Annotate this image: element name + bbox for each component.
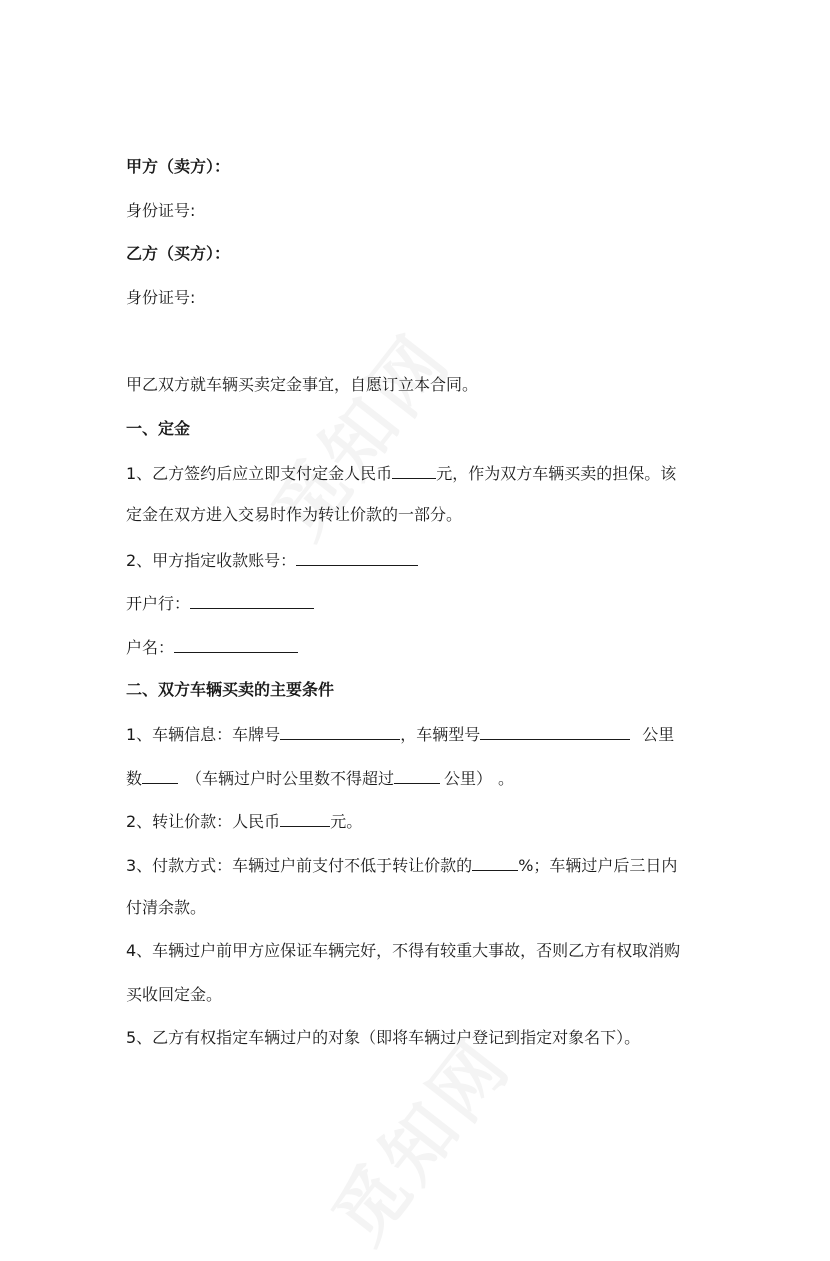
bank-line (126, 592, 314, 612)
section2-item1-line1 (126, 723, 674, 743)
watermark (304, 1013, 530, 1261)
text: ，车辆型号 (400, 725, 481, 744)
section1-title: 一、定金 (126, 419, 191, 438)
account-number-blank[interactable] (296, 549, 418, 566)
text: 2、转让价款：人民币 (126, 812, 281, 831)
section2-item4-line1: 4、车辆过户前甲方应保证车辆完好，不得有较重大事故，否则乙方有权取消购 (126, 941, 681, 960)
plate-blank[interactable] (280, 723, 400, 740)
account-name-blank[interactable] (174, 636, 298, 653)
text: 。 (498, 769, 515, 788)
text: 2、甲方指定收款账号： (126, 551, 297, 570)
text: 户名： (126, 638, 175, 657)
percent-blank[interactable] (472, 854, 518, 871)
text: 1、乙方签约后应立即支付定金人民币 (126, 464, 393, 483)
section2-item1-line2 (126, 767, 514, 787)
section2-item3-line1 (126, 854, 677, 874)
text: （车辆过户时公里数不得超过 (186, 769, 395, 788)
text: 元。 (330, 812, 363, 831)
text: 1、车辆信息：车牌号 (126, 725, 281, 744)
section1-item2 (126, 549, 418, 569)
text: 公里） (444, 769, 493, 788)
text: 元，作为双方车辆买卖的担保。该 (436, 464, 677, 483)
text: %；车辆过户后三日内 (518, 856, 678, 875)
party-a-id-label: 身份证号: (126, 201, 196, 220)
amount-blank[interactable] (392, 462, 436, 479)
section2-item2 (126, 810, 362, 830)
section1-item1-line2: 定金在双方进入交易时作为转让价款的一部分。 (126, 505, 463, 524)
mileage-blank[interactable] (142, 767, 178, 784)
section2-item5: 5、乙方有权指定车辆过户的对象（即将车辆过户登记到指定对象名下）。 (126, 1028, 641, 1047)
account-name-line (126, 636, 298, 656)
intro-paragraph: 甲乙双方就车辆买卖定金事宜，自愿订立本合同。 (126, 375, 479, 394)
section2-item4-line2: 买收回定金。 (126, 985, 223, 1004)
text: 3、付款方式：车辆过户前支付不低于转让价款的 (126, 856, 473, 875)
party-a-title: 甲方（卖方）： (126, 157, 231, 176)
section2-title: 二、双方车辆买卖的主要条件 (126, 680, 335, 699)
section1-item1-line1 (126, 462, 676, 482)
text: 数 (126, 769, 143, 788)
mileage-limit-blank[interactable] (394, 767, 440, 784)
model-blank[interactable] (480, 723, 630, 740)
text: 开户行： (126, 594, 191, 613)
party-b-id-label: 身份证号: (126, 288, 196, 307)
party-b-title: 乙方（买方）： (126, 244, 231, 263)
bank-blank[interactable] (190, 592, 314, 609)
text: 公里 (642, 725, 675, 744)
price-blank[interactable] (280, 810, 330, 827)
section2-item3-line2: 付清余款。 (126, 898, 207, 917)
